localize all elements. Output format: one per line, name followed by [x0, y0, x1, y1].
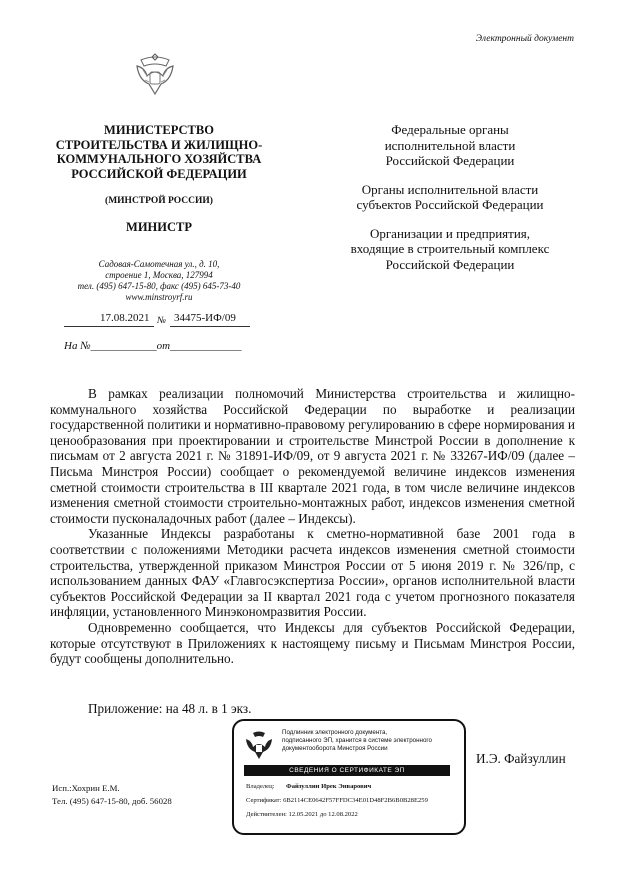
letter-number: 34475-ИФ/09 [174, 312, 236, 324]
letter-body [50, 386, 575, 667]
ministry-address: Садовая-Самотечная ул., д. 10, строение 1, Москва, 127994 тел. (495) 647-15-80, факс (495) 645-73-40 www.minstroyrf.ru [77, 259, 241, 302]
executor-phone: Тел. (495) 647-15-80, доб. 56028 [52, 796, 172, 806]
stamp-header: СВЕДЕНИЯ О СЕРТИФИКАТЕ ЭП [244, 765, 450, 776]
stamp-owner: Владелец: Файзуллин Ирек Энварович [246, 783, 372, 790]
ministry-short-name: (МИНСТРОЙ РОССИИ) [105, 196, 213, 206]
signatory-role: МИНИСТР [126, 220, 192, 234]
stamp-emblem-icon [244, 729, 274, 761]
executor-name: Исп.:Хохрин Е.М. [52, 783, 120, 793]
registration-line [64, 312, 254, 328]
number-underline [170, 326, 250, 327]
addressees-block [300, 122, 600, 285]
stamp-certificate: Сертификат: 6B2114CE0642F57FFDC34E01D48F2B6B0B28E259 [246, 797, 428, 804]
stamp-note: Подлинник электронного документа, подписанного ЭП, хранится в системе электронного документооборота Минстроя России [282, 729, 432, 752]
date-underline [64, 326, 154, 327]
addressee-group-regional: Органы исполнительной власти субъектов Российской Федерации [356, 181, 544, 212]
reference-line: На №____________от_____________ [64, 340, 242, 352]
body-paragraph-2: Указанные Индексы разработаны к сметно-нормативной базе 2001 года в соответствии с положениями Методики расчета индексов изменения сметной стоимости строительства, утвержденной приказом Минстроя России от 5 июня 2019 г. № 326/пр, с использованием данных ФАУ «Главгосэкспертиза России», органов исполнительной власти субъектов Российской Федерации за II квартал 2021 года с учетом прогнозного показателя инфляции, установленного Минэкономразвития России. [50, 526, 575, 620]
electronic-document-label: Электронный документ [475, 34, 574, 44]
body-paragraph-3: Одновременно сообщается, что Индексы для субъектов Российской Федерации, которые отсутствуют в Приложениях к настоящему письму и Письмам Минстроя России, будут сообщены дополнительно. [50, 619, 575, 667]
executor-info [52, 782, 172, 808]
number-sign: № [157, 316, 166, 326]
attachment-note: Приложение: на 48 л. в 1 экз. [88, 701, 252, 716]
ministry-title: МИНИСТЕРСТВО СТРОИТЕЛЬСТВА И ЖИЛИЩНО- КОММУНАЛЬНОГО ХОЗЯЙСТВА РОССИЙСКОЙ ФЕДЕРАЦИИ [55, 123, 263, 181]
body-paragraph-1: В рамках реализации полномочий Министерства строительства и жилищно-коммунального хозяйства Российской Федерации по выработке и реализации государственной политики и нормативно-правовому регулированию в сфере нормирования и ценообразования при проектировании и строительстве Минстрой России в дополнение к письмам от 2 августа 2021 г. № 31891-ИФ/09, от 9 августа 2021 г. № 33267-ИФ/09 (далее – Письма Минстроя России) сообщает о рекомендуемой величине индексов изменения сметной стоимости строительства в III квартале 2021 года, в том числе величине индексов изменения сметной стоимости строительно-монтажных работ, индексов изменения сметной стоимости пусконаладочных работ (далее – Индексы). [50, 386, 575, 526]
stamp-validity: Действителен: 12.05.2021 до 12.08.2022 [246, 811, 358, 818]
letter-date: 17.08.2021 [100, 312, 150, 324]
addressee-group-federal: Федеральные органы исполнительной власти Российской Федерации [384, 122, 516, 168]
signatory-name: И.Э. Файзуллин [476, 751, 566, 766]
addressee-group-organizations: Организации и предприятия, входящие в строительный комплекс Российской Федерации [350, 225, 550, 272]
electronic-signature-stamp [232, 719, 466, 835]
coat-of-arms-icon [133, 50, 177, 98]
